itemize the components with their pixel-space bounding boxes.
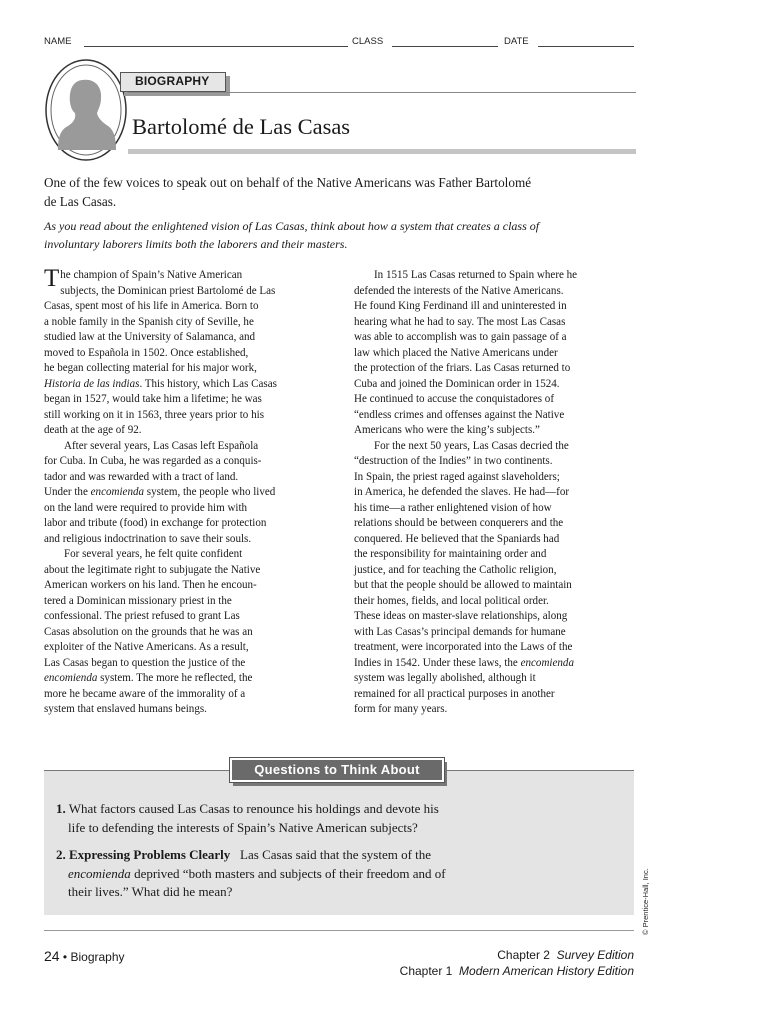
reading-prompt: As you read about the enlightened vision of Las Casas, think about how a system that creates a class of involuntary laborers limits both the laborers and their masters. <box>44 219 540 251</box>
footer-left <box>44 948 125 964</box>
biography-tab: BIOGRAPHY <box>120 72 226 92</box>
body-column-right <box>354 268 634 718</box>
portrait-silhouette-icon <box>44 58 128 162</box>
paragraph: In 1515 Las Casas returned to Spain where he defended the interests of the Native Americans. He found King Ferdinand ill and uninterested in hearing what he had to say. The most Las Casas was able to accomplish was to gain passage of a law which placed the Native Americans under the protection of the friars. Las Casas returned to Cuba and joined the Dominican order in 1524. He continued to accuse the conquistadores of “endless crimes and offenses against the Native Americans who were the king’s subjects.” <box>354 269 578 436</box>
footer-edition-line-1: Chapter 2 Survey Edition <box>497 948 634 962</box>
paragraph: After several years, Las Casas left Española for Cuba. In Cuba, he was regarded as a conquis- tador and was rewarded with a tract of land. Under the encomienda system, the people who lived on the land were required to provide him with labor and tribute (food) in exchange for protection and religious indoctrination to save their souls. <box>44 439 276 545</box>
name-label: NAME <box>44 36 72 47</box>
title-rule <box>128 149 636 154</box>
question-2: 2. Expressing Problems Clearly Las Casas said that the system of the encomienda deprived “both masters and subjects of their freedom and of their lives.” What did he mean? <box>56 847 446 899</box>
footer-bullet: • <box>62 950 68 964</box>
class-field[interactable] <box>392 46 498 47</box>
question-1: 1. What factors caused Las Casas to renounce his holdings and devote his life to defending the interests of Spain’s Native American subjects? <box>56 801 439 835</box>
header-rule <box>128 92 636 93</box>
footer-right <box>400 947 634 979</box>
body-column-left <box>44 265 324 718</box>
footer-section: Biography <box>70 950 125 964</box>
copyright-notice: © Prentice-Hall, Inc. <box>641 868 650 935</box>
header-fields <box>44 36 640 50</box>
footer-edition-line-2: Chapter 1 Modern American History Edition <box>399 964 634 978</box>
date-label: DATE <box>504 36 529 47</box>
drop-cap: T <box>44 265 60 292</box>
paragraph: For several years, he felt quite confident about the legitimate right to subjugate the Native American workers on his land. Then he encoun- tered a Dominican missionary priest in the confessional. The priest refused to grant Las Casas absolution on the grounds that he was an exploiter of the Native Americans. As a result, Las Casas began to question the justice of the encomienda system. The more he reflected, the more he became aware of the immorality of a system that enslaved humans beings. <box>44 548 261 715</box>
page-title: Bartolomé de Las Casas <box>132 114 351 139</box>
date-field[interactable] <box>538 46 634 47</box>
page-number: 24 <box>44 948 60 964</box>
class-label: CLASS <box>352 36 384 47</box>
questions-bottom-rule <box>44 930 634 931</box>
intro-text: One of the few voices to speak out on behalf of the Native Americans was Father Bartolomé de Las Casas. <box>44 175 532 209</box>
paragraph: For the next 50 years, Las Casas decried the “destruction of the Indies” in two continents. In Spain, the priest raged against slaveholders; in America, he defended the slaves. He had—for his time—a rather enlightened vision of how relations should be between conquerers and the conquered. He believed that the Spaniards had the responsibility for maintaining order and justice, and for teaching the Catholic religion, but that the people should be allowed to maintain their homes, fields, and local political order. These ideas on master-slave relationships, along with Las Casas’s principal demands for humane treatment, were incorporated into the Laws of the Indies in 1542. Under these laws, the encomienda system was legally abolished, although it remained for all practical purposes in another form for many years. <box>354 439 574 715</box>
name-field[interactable] <box>84 46 348 47</box>
paragraph: The champion of Spain’s Native American subjects, the Dominican priest Bartolomé de Las Casas, spent most of his life in America. Born to a noble family in the Spanish city of Seville, he studied law at the University of Salamanca, and moved to Española in 1502. Once established, he began collecting material for his major work, Historia de las indias. This history, which Las Casas began in 1527, would take him a lifetime; he was still working on it in 1563, three years prior to his death at the age of 92. <box>44 265 277 436</box>
questions-header: Questions to Think About <box>230 758 444 782</box>
